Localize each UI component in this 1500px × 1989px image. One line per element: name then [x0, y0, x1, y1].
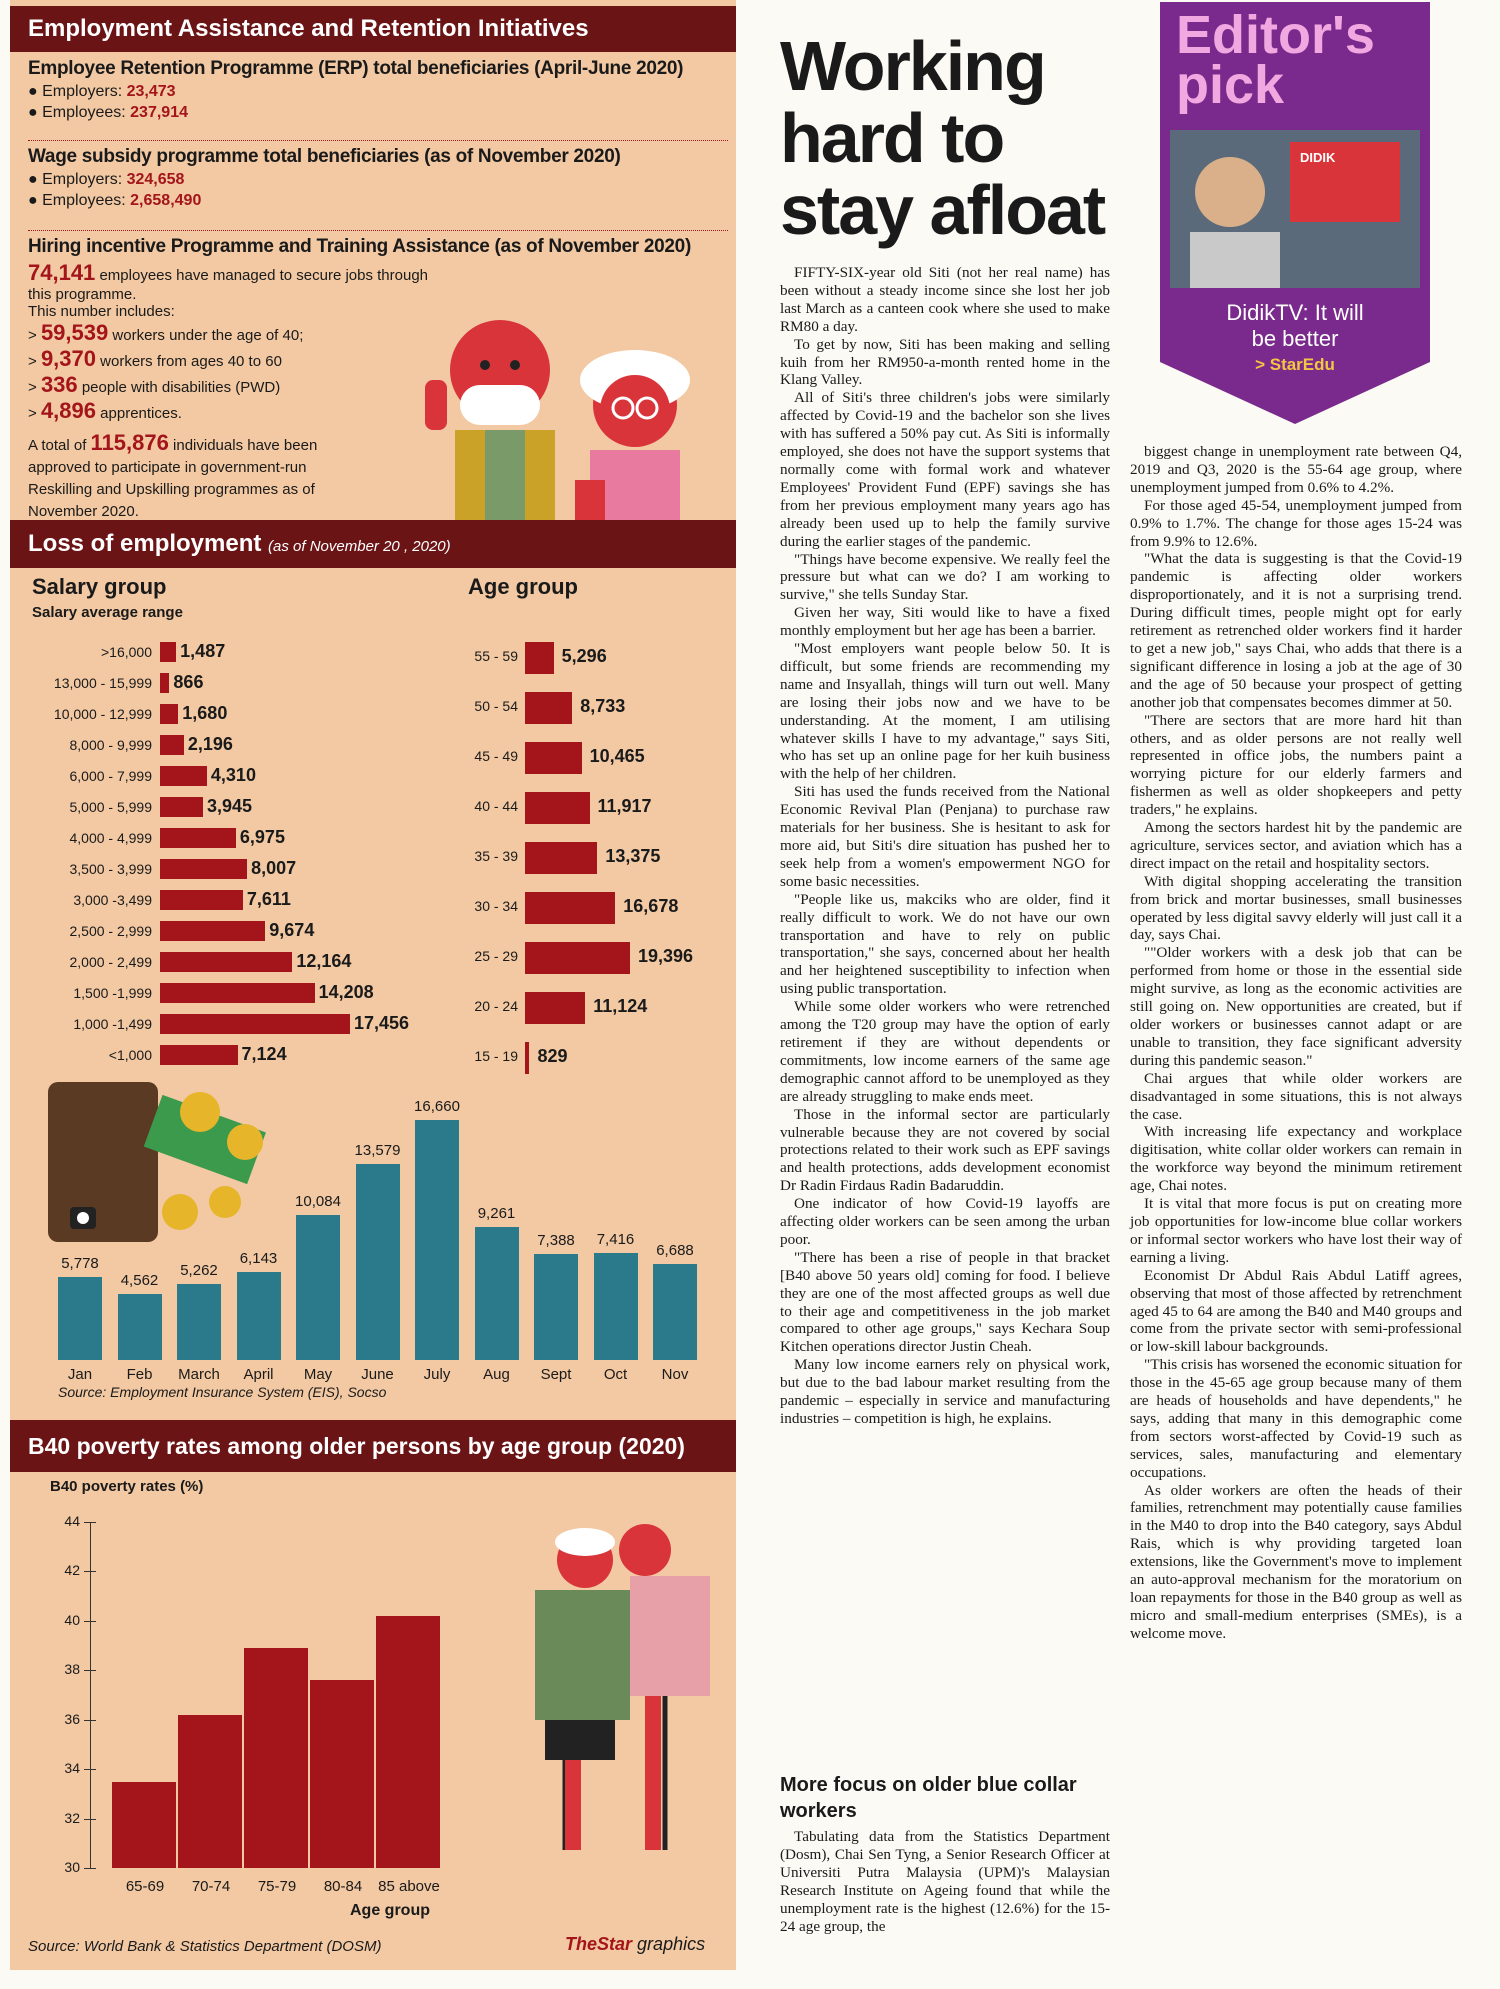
month-label: April: [243, 1366, 274, 1383]
poverty-x-axis-label: Age group: [350, 1902, 430, 1919]
month-value-label: 7,416: [596, 1231, 635, 1249]
article-paragraph: biggest change in unemployment rate between Q4, 2019 and Q3, 2020 is the 55-64 age group, where unemployment jumped from 0.6% to 4.2%.: [1130, 443, 1462, 496]
hiring-item: > 336 people with disabilities (PWD): [28, 372, 281, 397]
salary-category-label: 8,000 - 9,999: [69, 737, 152, 753]
article-paragraph: "What the data is suggesting is that the Covid-19 pandemic is affecting older workers disproportionately, and it is not a surprising trend. During difficult times, people might opt for early retirement as retrenched older workers find it harder to get a new job," says Chai, who adds that there is a significant difference in losing a job at the age of 30 and the age of 50 because your prospect of getting another job that compensates becomes dimmer at 50.: [1130, 550, 1462, 711]
hiring-item: > 4,896 apprentices.: [28, 398, 182, 423]
article-paragraph: It is vital that more focus is put on creating more job opportunities for low-income blue collar workers or informal sector workers who have lost their way of earning a living.: [1130, 1195, 1462, 1266]
article-paragraph: Those in the informal sector are particularly vulnerable because they are not covered by social protections related to their work such as EPF savings and health protections, adds development economist Dr Radin Firdaus Radin Badaruddin.: [780, 1105, 1110, 1195]
poverty-bar: [310, 1680, 374, 1868]
article-paragraph: With digital shopping accelerating the transition from brick and mortar businesses, small businesses operated by less digital savvy elderly will just call it a day, says Chai.: [1130, 872, 1462, 944]
poverty-bar: [376, 1616, 440, 1868]
elderly-couple-walking-illustration: [525, 1520, 725, 1860]
age-value-label: 19,396: [638, 946, 694, 966]
month-value-label: 4,562: [120, 1272, 159, 1290]
salary-bar: [160, 983, 315, 1003]
salary-category-label: 5,000 - 5,999: [69, 799, 152, 815]
age-category-label: 50 - 54: [474, 698, 518, 714]
article-column-1b: [780, 1828, 1110, 1935]
editors-pick-title: Editor's pick: [1176, 5, 1375, 115]
age-group-title: Age group: [468, 574, 578, 599]
article-paragraph: Among the sectors hardest hit by the pandemic are agriculture, services sector, and aviation which has a direct impact on the retail and hospitality sectors.: [1130, 819, 1462, 872]
salary-bar: [160, 828, 236, 848]
salary-bar: [160, 673, 169, 693]
month-bar: [653, 1264, 697, 1360]
poverty-category-label: 80-84: [323, 1878, 363, 1895]
month-label: June: [361, 1366, 394, 1383]
article-paragraph: With increasing life expectancy and workplace digitisation, white collar older workers can remain in the workforce way beyond the minimum retirement age, Chai notes.: [1130, 1123, 1462, 1195]
article-paragraph: One indicator of how Covid-19 layoffs are affecting older workers can be seen among the urban poor.: [780, 1195, 1110, 1248]
salary-category-label: <1,000: [108, 1047, 152, 1063]
poverty-y-axis: [90, 1522, 91, 1868]
article-paragraph: "Things have become expensive. We really feel the pressure but what can we do? I am working to survive," she tells Sunday Star.: [780, 550, 1110, 604]
article-column-2: [1130, 443, 1462, 1643]
wage-section: [28, 146, 728, 210]
age-bar: [525, 642, 554, 674]
month-value-label: 6,143: [239, 1249, 278, 1267]
article-headline: Working hard to stay afloat: [780, 27, 1105, 249]
article-paragraph: Chai argues that while older workers are disadvantaged in some situations, this is not always the case.: [1130, 1069, 1462, 1123]
salary-bar: [160, 859, 247, 879]
month-label: July: [423, 1366, 451, 1383]
poverty-tick-label: 32: [64, 1809, 80, 1826]
didik-tv-logo: DIDIK: [1300, 150, 1336, 165]
month-bar: [594, 1253, 638, 1360]
age-value-label: 11,917: [597, 796, 652, 816]
month-value-label: 10,084: [295, 1192, 341, 1210]
salary-value-label: 7,124: [241, 1044, 287, 1064]
poverty-tick-label: 44: [64, 1513, 80, 1529]
salary-category-label: 10,000 - 12,999: [53, 706, 152, 722]
age-value-label: 13,375: [605, 846, 661, 866]
salary-value-label: 1,680: [182, 703, 228, 723]
hiring-includes: This number includes:: [28, 303, 175, 320]
month-label: March: [178, 1366, 220, 1383]
salary-category-label: 1,000 -1,499: [73, 1016, 152, 1032]
divider: [28, 230, 728, 231]
article-paragraph: To get by now, Siti has been making and selling kuih from her RM950-a-month rented home in the Klang Valley.: [780, 335, 1110, 389]
poverty-category-label: 70-74: [191, 1878, 231, 1895]
age-category-label: 30 - 34: [474, 898, 518, 914]
salary-bar: [160, 704, 178, 724]
salary-bar: [160, 1045, 238, 1065]
poverty-tick-mark: [84, 1868, 96, 1869]
poverty-bar: [112, 1782, 176, 1869]
salary-category-label: 4,000 - 4,999: [69, 830, 152, 846]
month-bar: [118, 1294, 162, 1360]
salary-category-label: 2,000 - 2,499: [69, 954, 152, 970]
reskilling-total: A total of 115,876 individuals have been approved to participate in government-run Reskilling and Upskilling programmes as of November 2020.: [28, 430, 318, 520]
hiring-title: Hiring incentive Programme and Training Assistance (as of November 2020): [28, 236, 691, 257]
month-bar: [356, 1164, 400, 1360]
wage-employers: ● Employers: 324,658: [28, 171, 185, 188]
article-paragraph: "There has been a rise of people in that bracket [B40 above 50 years old] coming for food. I believe they are one of the most affected groups as well due to their age and competitiveness in the job market compared to other age groups," says Kechara Soup Kitchen operations director Justin Cheah.: [780, 1248, 1110, 1356]
month-bar: [534, 1254, 578, 1360]
age-category-label: 45 - 49: [474, 748, 518, 764]
poverty-tick-mark: [84, 1720, 96, 1721]
age-value-label: 11,124: [593, 996, 648, 1016]
section-banner-poverty: B40 poverty rates among older persons by age group (2020): [10, 1420, 736, 1472]
hiring-item: > 9,370 workers from ages 40 to 60: [28, 346, 282, 371]
month-bar: [58, 1277, 102, 1360]
age-value-label: 10,465: [589, 746, 645, 766]
age-bar: [525, 992, 585, 1024]
article-paragraph: "This crisis has worsened the economic situation for those in the 45-65 age group because many of them are heads of households and have dependents," he says, adding that many in this demographic come from sectors worst-affected by Covid-19 such as services, sales, manufacturing and elementary occupations.: [1130, 1356, 1462, 1481]
article-column-1: [780, 264, 1110, 1428]
salary-bar: [160, 890, 243, 910]
wage-title: Wage subsidy programme total beneficiaries (as of November 2020): [28, 146, 621, 167]
age-category-label: 20 - 24: [474, 998, 518, 1014]
salary-category-label: 3,500 - 3,999: [69, 861, 152, 877]
article-paragraph: As older workers are often the heads of their families, retrenchment may potentially cause families in the M40 to drop into the B40 category, says Abdul Rais, which is why providing targeted loan extensions, like the Government's move to implement an auto-approval mechanism for the moratorium on loan repayments for those in the B40 group as well as micro and small-medium enterprises (SMEs), is a welcome move.: [1130, 1481, 1462, 1642]
salary-value-label: 8,007: [251, 858, 297, 878]
staredu-link[interactable]: > StarEdu: [1255, 355, 1335, 374]
month-value-label: 5,262: [180, 1262, 218, 1280]
month-value-label: 5,778: [61, 1254, 99, 1272]
age-category-label: 40 - 44: [474, 798, 518, 814]
month-value-label: 9,261: [477, 1204, 516, 1222]
salary-category-label: 1,500 -1,999: [73, 985, 152, 1001]
age-category-label: 55 - 59: [474, 648, 518, 664]
age-value-label: 829: [537, 1046, 568, 1066]
monthly-source: Source: Employment Insurance System (EIS), Socso: [58, 1384, 387, 1400]
article-paragraph: While some older workers who were retrenched among the T20 group may have the option of early retirement if they are without dependents or commitments, low income earners of the same age demographic cannot afford to be unemployed as they are already struggling to make ends meet.: [780, 998, 1110, 1105]
poverty-tick-label: 40: [64, 1611, 80, 1628]
salary-value-label: 14,208: [318, 982, 374, 1002]
age-bar: [525, 892, 615, 924]
article-paragraph: Economist Dr Abdul Rais Abdul Latiff agrees, observing that most of those affected by retrenchment aged 45 to 64 are among the B40 and M40 groups and come from the private sector with semi-professional or low-skill labour backgrounds.: [1130, 1266, 1462, 1356]
month-value-label: 7,388: [537, 1231, 575, 1249]
article-paragraph: ""Older workers with a desk job that can be performed from home or those in the essential side might survive, as long as the economic activities are still going on. New opportunities are created, but if older workers or businesses cannot adapt or are unable to transition, they face significant adversity during this pandemic season.": [1130, 944, 1462, 1069]
thestar-graphics-logo: TheStar graphics: [565, 1934, 706, 1954]
poverty-tick-mark: [84, 1769, 96, 1770]
salary-group-subtitle: Salary average range: [32, 604, 183, 621]
article-paragraph: "There are sectors that are more hard hit than others, and as older persons are not really well represented in office jobs, the numbers paint a worrying picture for our elderly farmers and fishermen as well as older shopkeepers and petty traders," he explains.: [1130, 711, 1462, 819]
erp-employers: ● Employers: 23,473: [28, 83, 176, 100]
month-label: Jan: [67, 1366, 93, 1383]
erp-section: [28, 58, 728, 122]
salary-bar: [160, 952, 292, 972]
poverty-category-label: 65-69: [125, 1878, 165, 1895]
salary-category-label: 3,000 -3,499: [73, 892, 152, 908]
article-subhead: More focus on older blue collar workers: [780, 1774, 1077, 1822]
wage-employees: ● Employees: 2,658,490: [28, 192, 202, 209]
salary-value-label: 7,611: [246, 889, 291, 909]
article-paragraph: Many low income earners rely on physical work, but due to the bad labour market resulting from the pandemic – especially in service and manufacturing industries – competition is high, he explains.: [780, 1356, 1110, 1427]
age-category-label: 15 - 19: [474, 1048, 518, 1064]
salary-category-label: 13,000 - 15,999: [53, 675, 152, 691]
salary-value-label: 866: [173, 672, 204, 692]
poverty-tick-mark: [84, 1670, 96, 1671]
hiring-main-number: 74,141: [28, 260, 96, 285]
salary-value-label: 1,487: [180, 641, 226, 661]
article-paragraph: "People like us, makciks who are older, find it really difficult to work. We do not have our own transportation and have to rely on public transportation," she says, concerned about her health and her heightened susceptibility to infection when using public transportation.: [780, 890, 1110, 998]
month-bar: [415, 1120, 459, 1360]
age-category-label: 25 - 29: [474, 948, 518, 964]
age-bar: [525, 842, 597, 874]
age-value-label: 8,733: [580, 696, 626, 716]
article-paragraph: Siti has used the funds received from the National Economic Revival Plan (Penjana) to purchase raw materials for her business. She is hesitant to ask for more aid, but Siti's dire situation has pushed her to seek help from a women's empowerment NGO for some basic necessities.: [780, 783, 1110, 890]
salary-value-label: 4,310: [210, 765, 256, 785]
elderly-couple-illustration: [385, 280, 725, 520]
article-paragraph: Tabulating data from the Statistics Department (Dosm), Chai Sen Tyng, a Senior Research Officer at Universiti Putra Malaysia (UPM)'s Malaysian Research Institute on Ageing found that while the unemployment rate is the highest (12.6%) for the 15-24 age group, the: [780, 1828, 1110, 1935]
month-label: Oct: [603, 1366, 628, 1383]
salary-bar: [160, 1014, 350, 1034]
month-label: Sept: [540, 1366, 572, 1383]
salary-value-label: 12,164: [296, 951, 352, 971]
infographic-panel: [10, 0, 736, 1970]
month-label: May: [303, 1366, 333, 1383]
age-category-label: 35 - 39: [474, 848, 518, 864]
salary-category-label: >16,000: [101, 644, 152, 660]
month-bar: [177, 1284, 221, 1360]
hiring-main-text: employees have managed to secure jobs through this programme.: [28, 267, 429, 303]
poverty-tick-label: 36: [64, 1710, 80, 1727]
wallet-money-illustration: [40, 1082, 290, 1242]
section-banner-assistance: Employment Assistance and Retention Initiatives: [10, 6, 736, 52]
poverty-category-label: 75-79: [257, 1878, 297, 1895]
poverty-tick-label: 42: [64, 1562, 80, 1579]
month-value-label: 16,660: [414, 1098, 460, 1115]
month-bar: [296, 1215, 340, 1360]
month-label: Feb: [126, 1366, 153, 1383]
month-label: Nov: [661, 1366, 689, 1383]
article-paragraph: All of Siti's three children's jobs were similarly affected by Covid-19 and the bachelor son she lives with has suffered a 50% pay cut. As Siti is informally employed, she does not have the support systems that normally come with formal work and whatever Employees' Provident Fund (EPF) savings she has from her previous employment many years ago has already been used up to help the family survive during the earlier stages of the pandemic.: [780, 389, 1110, 550]
poverty-tick-label: 34: [64, 1760, 80, 1777]
salary-bar: [160, 797, 203, 817]
poverty-tick-mark: [84, 1621, 96, 1622]
poverty-bar: [244, 1648, 308, 1868]
age-bar: [525, 1042, 529, 1074]
age-value-label: 5,296: [561, 646, 607, 666]
poverty-y-axis-label: B40 poverty rates (%): [50, 1478, 204, 1495]
salary-value-label: 2,196: [187, 734, 233, 754]
poverty-tick-mark: [84, 1571, 96, 1572]
age-bar: [525, 742, 582, 774]
article-paragraph: FIFTY-SIX-year old Siti (not her real name) has been without a steady income since she lost her job last March as a canteen cook where she used to make RM80 a day.: [780, 264, 1110, 335]
salary-value-label: 6,975: [239, 827, 285, 847]
age-bar: [525, 692, 572, 724]
divider: [28, 140, 728, 141]
editors-pick-caption[interactable]: DidikTV: It will be better > StarEdu: [1160, 300, 1430, 378]
source-note: Source: World Bank & Statistics Department (DOSM): [28, 1938, 382, 1955]
hiring-item: > 59,539 workers under the age of 40;: [28, 320, 304, 345]
salary-bar: [160, 921, 265, 941]
article-paragraph: For those aged 45-54, unemployment jumped from 0.9% to 1.7%. The change for those ages 15-24 was from 9.9% to 12.6%.: [1130, 496, 1462, 550]
poverty-category-label: 85 above: [378, 1878, 440, 1895]
month-value-label: 6,688: [656, 1241, 694, 1259]
salary-bar: [160, 766, 207, 786]
month-bar: [475, 1227, 519, 1360]
poverty-tick-label: 38: [64, 1661, 80, 1678]
salary-category-label: 2,500 - 2,999: [69, 923, 152, 939]
month-bar: [237, 1272, 281, 1360]
section-banner-loss: Loss of employment (as of November 20 , 2020): [10, 520, 736, 568]
erp-title: Employee Retention Programme (ERP) total beneficiaries (April-June 2020): [28, 58, 684, 79]
poverty-tick-label: 30: [64, 1859, 80, 1875]
salary-value-label: 17,456: [354, 1013, 410, 1033]
salary-value-label: 9,674: [269, 920, 315, 940]
article-paragraph: "Most employers want people below 50. It is difficult, but some friends are recommending my name and Insyallah, things will turn out well. Many are losing their jobs now and we have to be understanding. At the moment, I am utilising whatever skills I have to my advantage," says Siti, who has set up an online page for her kuih business with the help of her children.: [780, 640, 1110, 783]
age-bar: [525, 942, 630, 974]
article-paragraph: Given her way, Siti would like to have a fixed monthly employment but her age has been a barrier.: [780, 604, 1110, 640]
poverty-tick-mark: [84, 1522, 96, 1523]
erp-employees: ● Employees: 237,914: [28, 104, 188, 121]
salary-bar: [160, 735, 184, 755]
month-label: Aug: [483, 1366, 510, 1383]
poverty-bar: [178, 1715, 242, 1868]
salary-group-title: Salary group: [32, 574, 167, 599]
salary-value-label: 3,945: [206, 796, 252, 816]
salary-category-label: 6,000 - 7,999: [69, 768, 152, 784]
poverty-tick-mark: [84, 1819, 96, 1820]
age-value-label: 16,678: [623, 896, 679, 916]
month-value-label: 13,579: [354, 1142, 401, 1160]
salary-bar: [160, 642, 176, 662]
age-bar: [525, 792, 590, 824]
